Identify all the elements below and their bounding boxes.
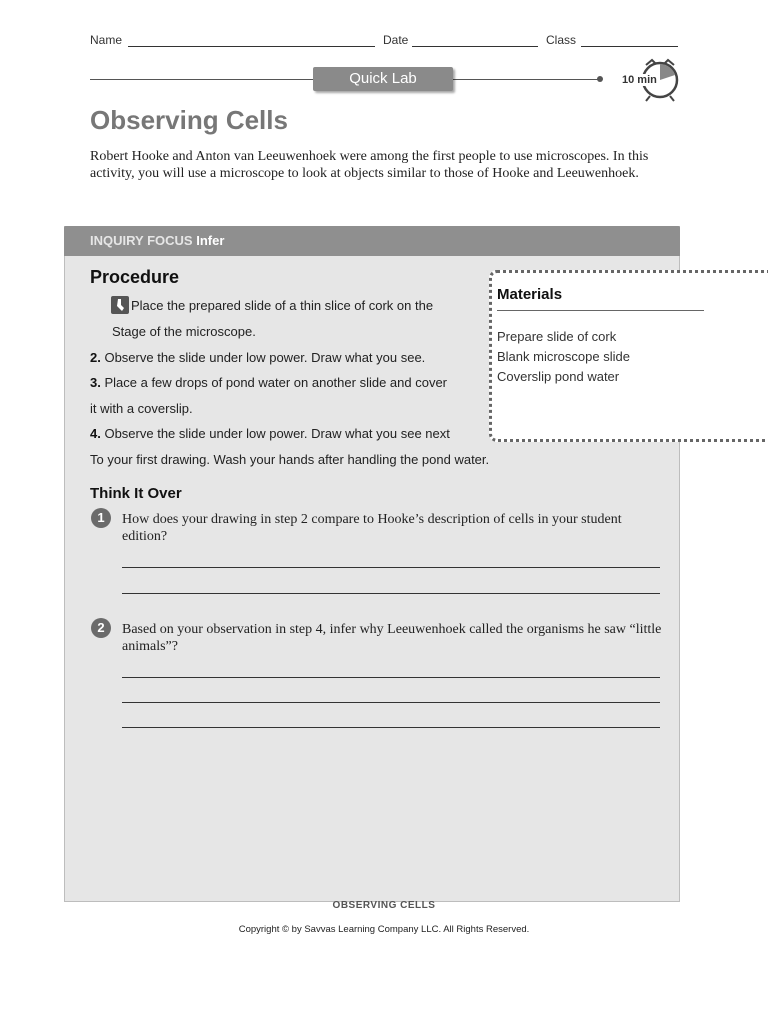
intro-paragraph: Robert Hooke and Anton van Leeuwenhoek were among the first people to use microscopes. In this activity, you will use a microscope to look at objects similar to those of Hooke and Leeuwenhoek. (90, 149, 649, 181)
date-label: Date (383, 33, 409, 47)
date-field[interactable] (412, 46, 538, 47)
material-item: Prepare slide of cork (497, 329, 617, 344)
timer-label: 10 min (622, 74, 657, 86)
name-label: Name (90, 33, 123, 47)
class-field[interactable] (581, 46, 678, 47)
banner-rule-dot (597, 76, 603, 82)
materials-rule (497, 310, 704, 311)
step3-line1: Place a few drops of pond water on another slide and cover (104, 375, 448, 390)
page-title: Observing Cells (90, 105, 288, 135)
step2-text: Observe the slide under low power. Draw what you see. (104, 350, 426, 365)
think-it-over-heading: Think It Over (90, 485, 182, 502)
name-field[interactable] (128, 46, 375, 47)
copyright: Copyright © by Savvas Learning Company LLC. All Rights Reserved. (238, 924, 530, 935)
step3-line2: it with a coverslip. (90, 401, 193, 416)
question1-number: 1 (91, 508, 111, 528)
question2-text: Based on your observation in step 4, infer why Leeuwenhoek called the organisms he saw “little animals”? (122, 622, 662, 654)
step4-line1: Observe the slide under low power. Draw what you see next (104, 426, 450, 441)
question2-number: 2 (91, 618, 111, 638)
answer1-line[interactable] (122, 567, 660, 568)
inquiry-label: INQUIRY FOCUS (90, 233, 193, 248)
step4-line2: To your first drawing. Wash your hands after handling the pond water. (90, 452, 490, 467)
inquiry-focus: Infer (196, 233, 225, 248)
answer2-line[interactable] (122, 677, 660, 678)
step1-line2: Stage of the microscope. (112, 324, 256, 339)
step3-number: 3. (90, 375, 101, 390)
class-label: Class (546, 33, 577, 47)
step1-line1: Place the prepared slide of a thin slice of cork on the (131, 298, 434, 313)
step4-number: 4. (90, 426, 101, 441)
materials-heading: Materials (497, 286, 563, 303)
answer2-line[interactable] (122, 727, 660, 728)
inquiry-header (64, 226, 680, 256)
answer1-line[interactable] (122, 593, 660, 594)
safety-hand-icon (111, 296, 129, 314)
quick-lab-badge: Quick Lab (313, 67, 453, 91)
step2-number: 2. (90, 350, 101, 365)
material-item: Blank microscope slide (497, 349, 630, 364)
footer-title: OBSERVING CELLS (332, 900, 436, 911)
procedure-heading: Procedure (90, 267, 180, 287)
material-item: Coverslip pond water (497, 369, 620, 384)
question1-text: How does your drawing in step 2 compare to Hooke’s description of cells in your student edition? (122, 512, 622, 544)
answer2-line[interactable] (122, 702, 660, 703)
